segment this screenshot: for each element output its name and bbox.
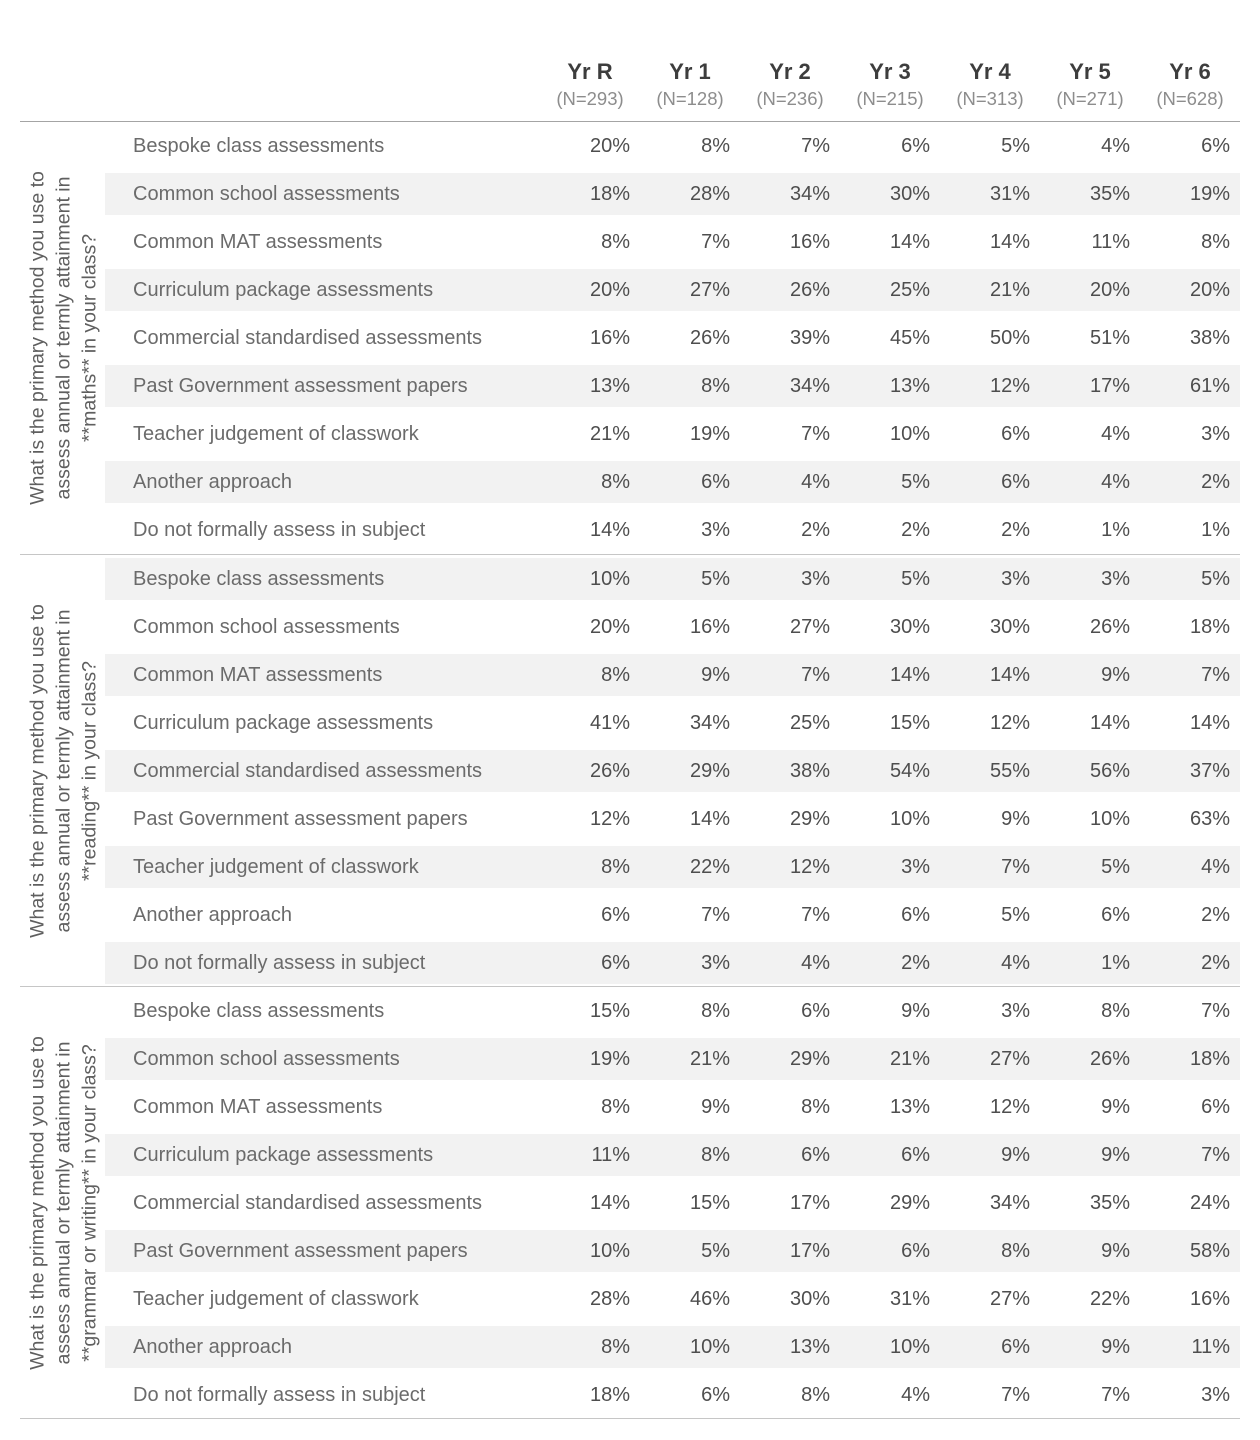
value-cell: 8% bbox=[701, 134, 730, 157]
value-cell: 5% bbox=[1001, 903, 1030, 926]
value-cell: 21% bbox=[989, 278, 1030, 301]
value-cell: 19% bbox=[1189, 182, 1230, 205]
value-cell: 7% bbox=[701, 903, 730, 926]
value-cell: 45% bbox=[889, 326, 930, 349]
value-cell: 8% bbox=[1001, 1239, 1030, 1262]
table-row bbox=[105, 1179, 1240, 1227]
column-year-label: Yr R bbox=[567, 59, 613, 84]
value-cell: 8% bbox=[601, 1335, 630, 1358]
value-cell: 15% bbox=[589, 999, 630, 1022]
value-cell: 26% bbox=[789, 278, 830, 301]
column-year-label: Yr 2 bbox=[769, 59, 811, 84]
row-label: Another approach bbox=[133, 1335, 293, 1358]
value-cell: 14% bbox=[689, 807, 730, 830]
column-n-label: (N=215) bbox=[856, 88, 924, 109]
value-cell: 54% bbox=[889, 759, 930, 782]
row-label: Commercial standardised assessments bbox=[133, 759, 483, 782]
value-cell: 13% bbox=[589, 374, 630, 397]
value-cell: 50% bbox=[989, 326, 1030, 349]
value-cell: 14% bbox=[889, 663, 930, 686]
value-cell: 18% bbox=[589, 1383, 630, 1406]
value-cell: 13% bbox=[789, 1335, 830, 1358]
column-n-label: (N=628) bbox=[1156, 88, 1224, 109]
question-label-line: assess annual or termly attainment in bbox=[51, 176, 74, 500]
value-cell: 4% bbox=[1101, 422, 1130, 445]
table-row bbox=[105, 362, 1240, 410]
value-cell: 38% bbox=[789, 759, 830, 782]
value-cell: 16% bbox=[589, 326, 630, 349]
column-headers bbox=[540, 58, 1240, 121]
value-cell: 7% bbox=[1201, 1143, 1230, 1166]
value-cell: 18% bbox=[1189, 1047, 1230, 1070]
value-cell: 14% bbox=[889, 230, 930, 253]
table-row bbox=[105, 1323, 1240, 1371]
value-cell: 20% bbox=[589, 615, 630, 638]
value-cell: 3% bbox=[1201, 422, 1230, 445]
value-cell: 29% bbox=[789, 1047, 830, 1070]
value-cell: 8% bbox=[1101, 999, 1130, 1022]
value-cell: 6% bbox=[1001, 470, 1030, 493]
column-n-label: (N=293) bbox=[556, 88, 624, 109]
value-cell: 22% bbox=[689, 855, 730, 878]
table-row bbox=[105, 1035, 1240, 1083]
value-cell: 2% bbox=[1201, 903, 1230, 926]
value-cell: 19% bbox=[689, 422, 730, 445]
table-row bbox=[105, 651, 1240, 699]
value-cell: 14% bbox=[989, 663, 1030, 686]
table-row bbox=[105, 747, 1240, 795]
column-header bbox=[1140, 58, 1240, 121]
value-cell: 9% bbox=[901, 999, 930, 1022]
question-label-line: What is the primary method you use to bbox=[25, 1035, 48, 1370]
value-cell: 29% bbox=[689, 759, 730, 782]
value-cell: 6% bbox=[901, 134, 930, 157]
value-cell: 13% bbox=[889, 1095, 930, 1118]
value-cell: 9% bbox=[701, 1095, 730, 1118]
value-cell: 14% bbox=[589, 518, 630, 541]
value-cell: 10% bbox=[589, 567, 630, 590]
section-rows bbox=[105, 555, 1240, 986]
value-cell: 6% bbox=[801, 999, 830, 1022]
value-cell: 27% bbox=[689, 278, 730, 301]
value-cell: 34% bbox=[689, 711, 730, 734]
value-cell: 10% bbox=[889, 422, 930, 445]
value-cell: 26% bbox=[1089, 615, 1130, 638]
value-cell: 30% bbox=[889, 182, 930, 205]
value-cell: 6% bbox=[601, 903, 630, 926]
value-cell: 10% bbox=[689, 1335, 730, 1358]
value-cell: 3% bbox=[801, 567, 830, 590]
row-label: Curriculum package assessments bbox=[133, 278, 434, 301]
value-cell: 20% bbox=[1189, 278, 1230, 301]
value-cell: 14% bbox=[1089, 711, 1130, 734]
value-cell: 6% bbox=[1201, 134, 1230, 157]
value-cell: 3% bbox=[1101, 567, 1130, 590]
value-cell: 31% bbox=[889, 1287, 930, 1310]
value-cell: 8% bbox=[601, 470, 630, 493]
value-cell: 2% bbox=[901, 518, 930, 541]
value-cell: 7% bbox=[1201, 999, 1230, 1022]
value-cell: 3% bbox=[901, 855, 930, 878]
table-row bbox=[105, 410, 1240, 458]
column-n-label: (N=236) bbox=[756, 88, 824, 109]
row-label: Common school assessments bbox=[133, 1047, 400, 1070]
value-cell: 12% bbox=[989, 374, 1030, 397]
value-cell: 27% bbox=[789, 615, 830, 638]
value-cell: 6% bbox=[1201, 1095, 1230, 1118]
value-cell: 15% bbox=[889, 711, 930, 734]
value-cell: 34% bbox=[789, 374, 830, 397]
table-row bbox=[105, 1083, 1240, 1131]
question-label bbox=[20, 122, 105, 554]
value-cell: 61% bbox=[1189, 374, 1230, 397]
column-header bbox=[840, 58, 940, 121]
value-cell: 35% bbox=[1089, 182, 1130, 205]
table-header bbox=[20, 0, 1240, 122]
value-cell: 28% bbox=[689, 182, 730, 205]
value-cell: 5% bbox=[1101, 855, 1130, 878]
value-cell: 6% bbox=[901, 1239, 930, 1262]
value-cell: 8% bbox=[601, 855, 630, 878]
value-cell: 9% bbox=[1101, 1239, 1130, 1262]
question-label-line: What is the primary method you use to bbox=[25, 603, 48, 938]
value-cell: 5% bbox=[1001, 134, 1030, 157]
value-cell: 34% bbox=[989, 1191, 1030, 1214]
row-label: Commercial standardised assessments bbox=[133, 1191, 483, 1214]
value-cell: 9% bbox=[1101, 1095, 1130, 1118]
value-cell: 35% bbox=[1089, 1191, 1130, 1214]
value-cell: 7% bbox=[1001, 855, 1030, 878]
value-cell: 6% bbox=[901, 903, 930, 926]
value-cell: 20% bbox=[1089, 278, 1130, 301]
value-cell: 10% bbox=[1089, 807, 1130, 830]
value-cell: 28% bbox=[589, 1287, 630, 1310]
value-cell: 10% bbox=[889, 1335, 930, 1358]
value-cell: 2% bbox=[1201, 470, 1230, 493]
value-cell: 13% bbox=[889, 374, 930, 397]
value-cell: 30% bbox=[989, 615, 1030, 638]
value-cell: 6% bbox=[1001, 422, 1030, 445]
table-row bbox=[105, 1131, 1240, 1179]
column-year-label: Yr 6 bbox=[1169, 59, 1211, 84]
column-year-label: Yr 5 bbox=[1069, 59, 1111, 84]
section-reading bbox=[20, 554, 1240, 986]
value-cell: 12% bbox=[589, 807, 630, 830]
value-cell: 16% bbox=[1189, 1287, 1230, 1310]
row-label: Commercial standardised assessments bbox=[133, 326, 483, 349]
value-cell: 34% bbox=[789, 182, 830, 205]
column-year-label: Yr 3 bbox=[869, 59, 911, 84]
value-cell: 17% bbox=[789, 1239, 830, 1262]
table-row bbox=[105, 1371, 1240, 1418]
question-label-column bbox=[20, 555, 105, 986]
value-cell: 15% bbox=[689, 1191, 730, 1214]
value-cell: 55% bbox=[989, 759, 1030, 782]
value-cell: 2% bbox=[1201, 951, 1230, 974]
value-cell: 7% bbox=[1101, 1383, 1130, 1406]
value-cell: 8% bbox=[601, 230, 630, 253]
row-label: Bespoke class assessments bbox=[133, 999, 385, 1022]
value-cell: 5% bbox=[701, 1239, 730, 1262]
value-cell: 21% bbox=[689, 1047, 730, 1070]
section-rows bbox=[105, 122, 1240, 554]
row-label: Teacher judgement of classwork bbox=[133, 1287, 419, 1310]
row-label: Curriculum package assessments bbox=[133, 711, 434, 734]
value-cell: 11% bbox=[1091, 230, 1130, 253]
value-cell: 26% bbox=[689, 326, 730, 349]
value-cell: 4% bbox=[801, 470, 830, 493]
row-label: Common MAT assessments bbox=[133, 663, 383, 686]
section-grammar-or-writing bbox=[20, 986, 1240, 1418]
column-header bbox=[1040, 58, 1140, 121]
value-cell: 58% bbox=[1189, 1239, 1230, 1262]
value-cell: 4% bbox=[1101, 134, 1130, 157]
value-cell: 18% bbox=[589, 182, 630, 205]
value-cell: 63% bbox=[1189, 807, 1230, 830]
question-label-line: What is the primary method you use to bbox=[25, 171, 48, 505]
table-row bbox=[105, 939, 1240, 986]
row-label: Teacher judgement of classwork bbox=[133, 422, 419, 445]
question-label bbox=[20, 987, 105, 1419]
table-row bbox=[105, 218, 1240, 266]
value-cell: 9% bbox=[701, 663, 730, 686]
value-cell: 7% bbox=[1201, 663, 1230, 686]
table-row bbox=[105, 1227, 1240, 1275]
value-cell: 7% bbox=[801, 422, 830, 445]
value-cell: 4% bbox=[901, 1383, 930, 1406]
value-cell: 3% bbox=[1001, 999, 1030, 1022]
table-row bbox=[105, 795, 1240, 843]
value-cell: 7% bbox=[801, 134, 830, 157]
value-cell: 41% bbox=[589, 711, 630, 734]
value-cell: 2% bbox=[1001, 518, 1030, 541]
value-cell: 6% bbox=[901, 1143, 930, 1166]
value-cell: 4% bbox=[1101, 470, 1130, 493]
value-cell: 14% bbox=[589, 1191, 630, 1214]
value-cell: 8% bbox=[701, 1143, 730, 1166]
value-cell: 51% bbox=[1089, 326, 1130, 349]
value-cell: 2% bbox=[801, 518, 830, 541]
column-n-label: (N=271) bbox=[1056, 88, 1124, 109]
table-row bbox=[105, 987, 1240, 1035]
question-label-column bbox=[20, 122, 105, 554]
column-header bbox=[640, 58, 740, 121]
value-cell: 14% bbox=[1189, 711, 1230, 734]
value-cell: 8% bbox=[701, 374, 730, 397]
question-label-line: assess annual or termly attainment in bbox=[51, 609, 74, 932]
value-cell: 4% bbox=[801, 951, 830, 974]
value-cell: 3% bbox=[701, 951, 730, 974]
value-cell: 7% bbox=[1001, 1383, 1030, 1406]
value-cell: 5% bbox=[901, 567, 930, 590]
value-cell: 25% bbox=[789, 711, 830, 734]
value-cell: 3% bbox=[1001, 567, 1030, 590]
value-cell: 7% bbox=[801, 903, 830, 926]
question-label-line: **maths** in your class? bbox=[77, 233, 100, 443]
value-cell: 24% bbox=[1189, 1191, 1230, 1214]
value-cell: 9% bbox=[1101, 1143, 1130, 1166]
question-label-column bbox=[20, 987, 105, 1418]
value-cell: 1% bbox=[1201, 518, 1230, 541]
question-label bbox=[20, 555, 105, 987]
value-cell: 30% bbox=[889, 615, 930, 638]
value-cell: 3% bbox=[701, 518, 730, 541]
row-label: Teacher judgement of classwork bbox=[133, 855, 419, 878]
value-cell: 10% bbox=[589, 1239, 630, 1262]
value-cell: 9% bbox=[1101, 663, 1130, 686]
value-cell: 8% bbox=[601, 1095, 630, 1118]
value-cell: 26% bbox=[589, 759, 630, 782]
row-label: Another approach bbox=[133, 470, 293, 493]
value-cell: 5% bbox=[701, 567, 730, 590]
value-cell: 6% bbox=[801, 1143, 830, 1166]
section-rows bbox=[105, 987, 1240, 1418]
value-cell: 17% bbox=[789, 1191, 830, 1214]
value-cell: 14% bbox=[989, 230, 1030, 253]
value-cell: 6% bbox=[1101, 903, 1130, 926]
table-row bbox=[105, 122, 1240, 170]
value-cell: 8% bbox=[701, 999, 730, 1022]
table-row bbox=[105, 170, 1240, 218]
value-cell: 7% bbox=[701, 230, 730, 253]
value-cell: 9% bbox=[1001, 807, 1030, 830]
value-cell: 20% bbox=[589, 134, 630, 157]
value-cell: 29% bbox=[789, 807, 830, 830]
row-label: Bespoke class assessments bbox=[133, 567, 385, 590]
table-row bbox=[105, 266, 1240, 314]
table-row bbox=[105, 458, 1240, 506]
column-header bbox=[540, 58, 640, 121]
value-cell: 21% bbox=[889, 1047, 930, 1070]
row-label: Do not formally assess in subject bbox=[133, 1383, 426, 1406]
value-cell: 3% bbox=[1201, 1383, 1230, 1406]
value-cell: 7% bbox=[801, 663, 830, 686]
value-cell: 1% bbox=[1101, 518, 1130, 541]
value-cell: 19% bbox=[589, 1047, 630, 1070]
value-cell: 8% bbox=[601, 663, 630, 686]
value-cell: 8% bbox=[1201, 230, 1230, 253]
row-label: Common school assessments bbox=[133, 615, 400, 638]
value-cell: 20% bbox=[589, 278, 630, 301]
table-row bbox=[105, 555, 1240, 603]
value-cell: 38% bbox=[1189, 326, 1230, 349]
value-cell: 16% bbox=[689, 615, 730, 638]
row-label: Past Government assessment papers bbox=[133, 807, 468, 830]
value-cell: 11% bbox=[591, 1143, 630, 1166]
value-cell: 21% bbox=[589, 422, 630, 445]
column-year-label: Yr 4 bbox=[969, 59, 1011, 84]
question-label-line: assess annual or termly attainment in bbox=[51, 1041, 74, 1364]
value-cell: 6% bbox=[601, 951, 630, 974]
value-cell: 5% bbox=[901, 470, 930, 493]
column-n-label: (N=313) bbox=[956, 88, 1024, 109]
row-label: Past Government assessment papers bbox=[133, 1239, 468, 1262]
value-cell: 29% bbox=[889, 1191, 930, 1214]
table-row bbox=[105, 506, 1240, 554]
value-cell: 12% bbox=[989, 711, 1030, 734]
value-cell: 9% bbox=[1101, 1335, 1130, 1358]
value-cell: 30% bbox=[789, 1287, 830, 1310]
value-cell: 39% bbox=[789, 326, 830, 349]
value-cell: 56% bbox=[1089, 759, 1130, 782]
row-label: Common MAT assessments bbox=[133, 230, 383, 253]
row-label: Common school assessments bbox=[133, 182, 400, 205]
table-row bbox=[105, 699, 1240, 747]
column-header bbox=[740, 58, 840, 121]
value-cell: 27% bbox=[989, 1047, 1030, 1070]
value-cell: 25% bbox=[889, 278, 930, 301]
value-cell: 17% bbox=[1089, 374, 1130, 397]
value-cell: 2% bbox=[901, 951, 930, 974]
value-cell: 8% bbox=[801, 1383, 830, 1406]
value-cell: 16% bbox=[789, 230, 830, 253]
value-cell: 10% bbox=[889, 807, 930, 830]
column-year-label: Yr 1 bbox=[669, 59, 711, 84]
value-cell: 8% bbox=[801, 1095, 830, 1118]
column-header bbox=[940, 58, 1040, 121]
value-cell: 6% bbox=[701, 470, 730, 493]
value-cell: 22% bbox=[1089, 1287, 1130, 1310]
value-cell: 31% bbox=[989, 182, 1030, 205]
section-maths bbox=[20, 122, 1240, 554]
question-label-line: **reading** in your class? bbox=[77, 660, 100, 881]
value-cell: 18% bbox=[1189, 615, 1230, 638]
row-label: Do not formally assess in subject bbox=[133, 518, 426, 541]
row-label: Common MAT assessments bbox=[133, 1095, 383, 1118]
value-cell: 1% bbox=[1101, 951, 1130, 974]
value-cell: 4% bbox=[1001, 951, 1030, 974]
row-label: Curriculum package assessments bbox=[133, 1143, 434, 1166]
value-cell: 4% bbox=[1201, 855, 1230, 878]
table-row bbox=[105, 843, 1240, 891]
table-row bbox=[105, 314, 1240, 362]
table-row bbox=[105, 603, 1240, 651]
value-cell: 6% bbox=[701, 1383, 730, 1406]
row-label: Past Government assessment papers bbox=[133, 374, 468, 397]
value-cell: 27% bbox=[989, 1287, 1030, 1310]
row-label: Do not formally assess in subject bbox=[133, 951, 426, 974]
column-n-label: (N=128) bbox=[656, 88, 724, 109]
value-cell: 37% bbox=[1189, 759, 1230, 782]
table-row bbox=[105, 891, 1240, 939]
value-cell: 12% bbox=[989, 1095, 1030, 1118]
table-body bbox=[20, 122, 1240, 1419]
value-cell: 26% bbox=[1089, 1047, 1130, 1070]
row-label: Bespoke class assessments bbox=[133, 134, 385, 157]
value-cell: 11% bbox=[1191, 1335, 1230, 1358]
row-label: Another approach bbox=[133, 903, 293, 926]
value-cell: 46% bbox=[689, 1287, 730, 1310]
value-cell: 5% bbox=[1201, 567, 1230, 590]
question-label-line: **grammar or writing** in your class? bbox=[77, 1043, 100, 1362]
value-cell: 6% bbox=[1001, 1335, 1030, 1358]
table-row bbox=[105, 1275, 1240, 1323]
value-cell: 12% bbox=[789, 855, 830, 878]
value-cell: 9% bbox=[1001, 1143, 1030, 1166]
